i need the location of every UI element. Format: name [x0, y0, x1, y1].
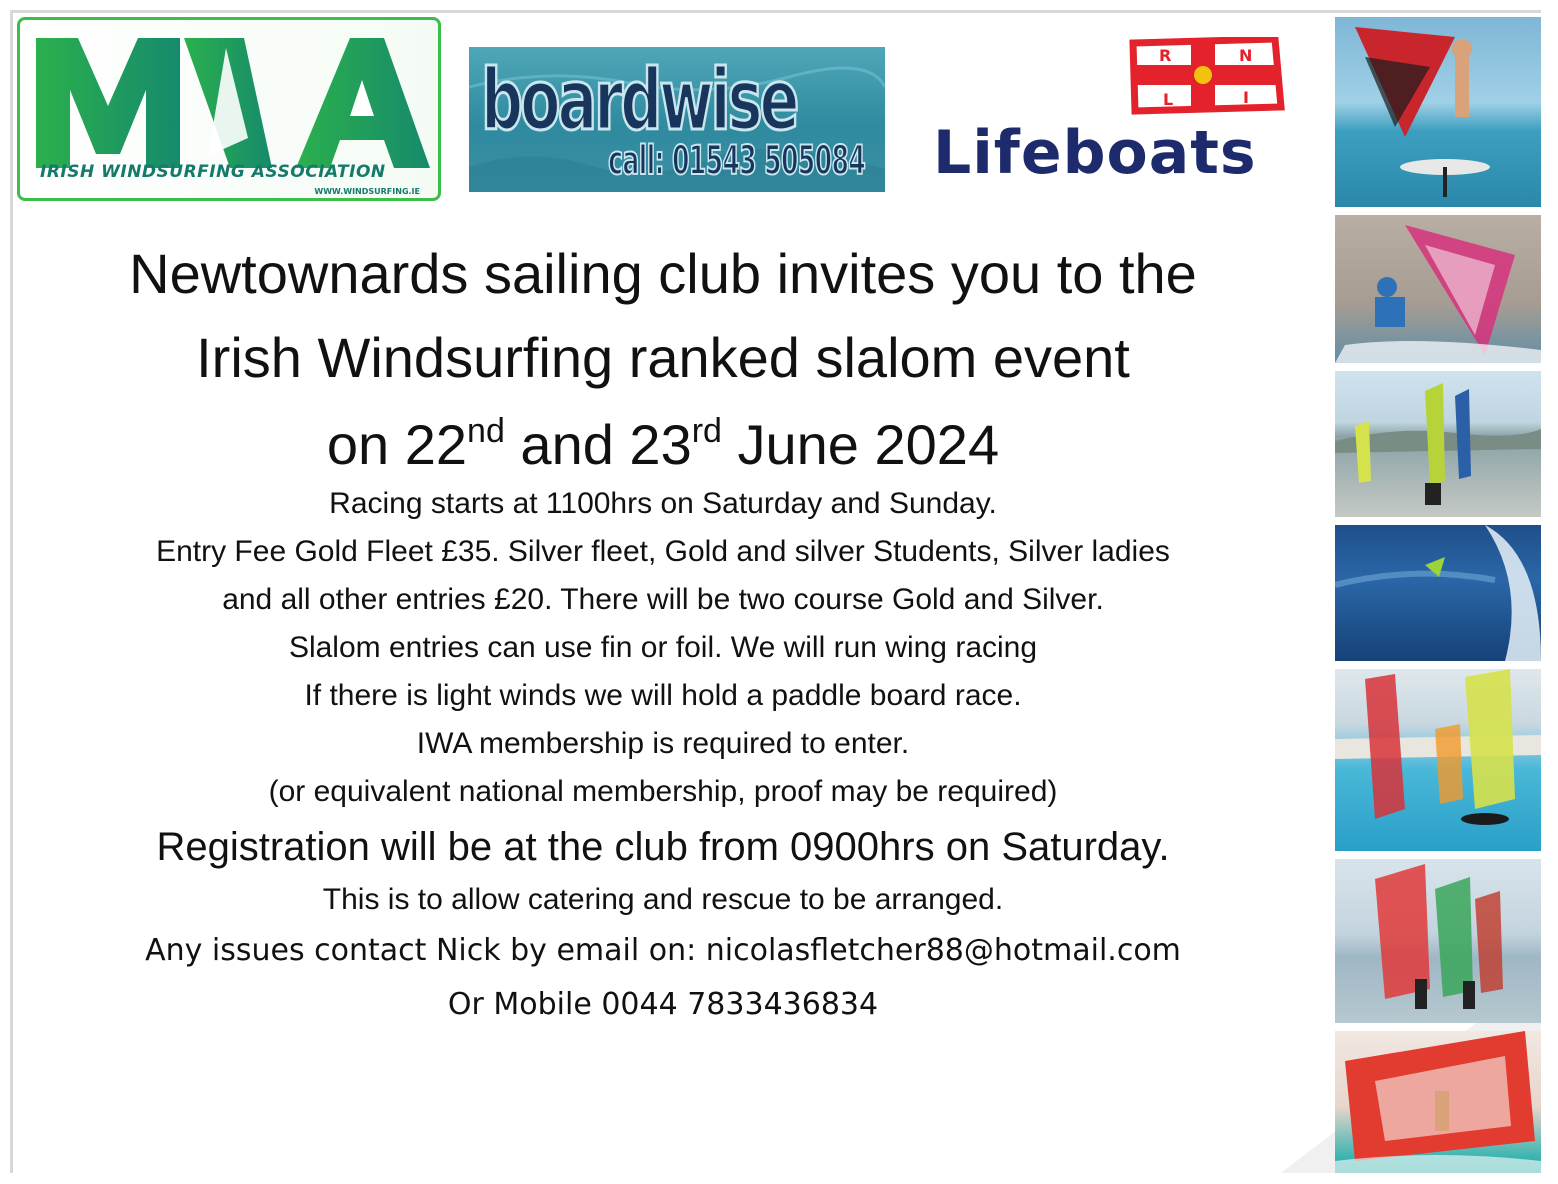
detail-racing-start: Racing starts at 1100hrs on Saturday and Sunday.	[329, 487, 997, 520]
iwa-url: WWW.WINDSURFING.IE	[314, 187, 420, 196]
detail-slalom-entries: Slalom entries can use fin or foil. We will run wing racing	[288, 631, 1038, 664]
heading-line-1: Newtownards sailing club invites you to the	[129, 242, 1197, 305]
contact-mobile-line: Or Mobile 0044 7833436834	[447, 987, 879, 1022]
detail-light-winds: If there is light winds we will hold a paddle board race.	[304, 679, 1022, 712]
photo-race-fleet	[1335, 669, 1541, 851]
photo-wingfoil	[1335, 17, 1541, 207]
photo-beach-start	[1335, 371, 1541, 517]
beach-start-image	[1335, 371, 1541, 517]
wave-image	[1335, 525, 1541, 661]
date-prefix: on 22	[326, 413, 468, 476]
rnli-letter-i: I	[1243, 88, 1249, 107]
boardwise-phone: call: 01543 505084	[608, 138, 865, 184]
iwa-logo	[17, 17, 441, 201]
boardwise-logo	[469, 47, 885, 192]
photo-wave	[1335, 525, 1541, 661]
heading-line-2: Irish Windsurfing ranked slalom event	[196, 326, 1130, 389]
photo-line-up	[1335, 859, 1541, 1023]
photo-slalom-turn	[1335, 215, 1541, 363]
wingfoil-image	[1335, 17, 1541, 207]
race-fleet-image	[1335, 669, 1541, 851]
catering-note: This is to allow catering and rescue to be arranged.	[322, 883, 1004, 916]
heading-line-3	[53, 412, 1273, 476]
rnli-letter-n: N	[1239, 46, 1253, 65]
detail-entry-fee-1: Entry Fee Gold Fleet £35. Silver fleet, Gold and silver Students, Silver ladies	[156, 535, 1170, 568]
photo-red-sail	[1335, 1031, 1541, 1173]
slalom-turn-image	[1335, 215, 1541, 363]
rnli-flag-icon	[1125, 37, 1285, 117]
date-suffix-nd: nd	[467, 412, 505, 450]
rnli-letter-r: R	[1159, 46, 1172, 65]
boardwise-word: boardwise	[481, 51, 797, 149]
iwa-name: IRISH WINDSURFING ASSOCIATION	[40, 162, 386, 182]
detail-membership: IWA membership is required to enter.	[416, 727, 910, 760]
red-sail-image	[1335, 1031, 1541, 1173]
detail-membership-note: (or equivalent national membership, proof may be required)	[268, 775, 1058, 808]
date-suffix-rd: rd	[691, 412, 722, 450]
iwa-letters-graphic	[34, 28, 430, 178]
line-up-image	[1335, 859, 1541, 1023]
date-middle: and 23	[504, 413, 692, 476]
rnli-lifeboats-word: Lifeboats	[933, 118, 1257, 188]
rnli-logo	[903, 23, 1323, 198]
contact-email-line: Any issues contact Nick by email on: nicolasfletcher88@hotmail.com	[145, 933, 1181, 968]
registration-line: Registration will be at the club from 0900hrs on Saturday.	[156, 825, 1170, 869]
flyer-page	[10, 10, 1541, 1173]
date-month-year: June 2024	[721, 413, 1000, 476]
rnli-letter-l: L	[1163, 90, 1174, 109]
detail-entry-fee-2: and all other entries £20. There will be two course Gold and Silver.	[222, 583, 1104, 616]
